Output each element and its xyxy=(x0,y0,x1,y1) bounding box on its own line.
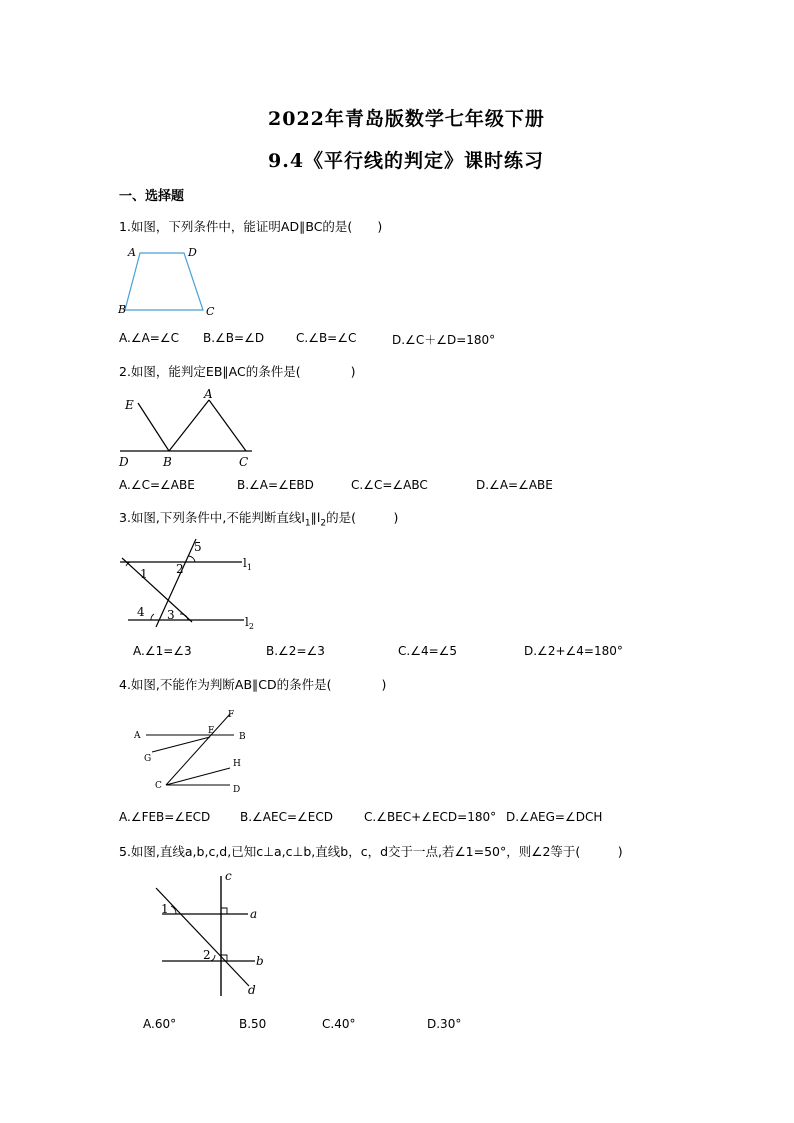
label-F: F xyxy=(228,710,235,720)
label-d: d xyxy=(248,983,256,997)
label-l1: $l_1$ xyxy=(243,556,252,572)
question-4-stem: 4.如图,不能作为判断AB∥CD的条件是( ) xyxy=(119,677,387,692)
question-4-figure xyxy=(130,706,260,796)
label-angle-5: 5 xyxy=(194,540,202,554)
doc-title-line2: 9.4《平行线的判定》课时练习 xyxy=(268,150,545,172)
label-G: G xyxy=(144,754,152,764)
label-c: c xyxy=(225,869,232,883)
label-H: H xyxy=(233,759,241,769)
transversal-2 xyxy=(156,539,196,627)
question-1-option-b[interactable]: B.∠B=∠D xyxy=(203,331,265,345)
question-2-option-a[interactable]: A.∠C=∠ABE xyxy=(119,478,195,492)
right-angle-mark-a xyxy=(221,908,227,914)
trapezoid-abcd xyxy=(125,253,203,310)
label-A: A xyxy=(204,388,213,401)
angle-2-arc xyxy=(211,955,215,961)
label-D: D xyxy=(188,246,197,259)
stem-subscript-2: 2 xyxy=(320,518,327,529)
question-1-option-a[interactable]: A.∠A=∠C xyxy=(119,331,179,345)
question-4-option-d[interactable]: D.∠AEG=∠DCH xyxy=(506,810,603,824)
question-2-figure xyxy=(116,388,256,468)
angle-3-arc xyxy=(180,614,188,620)
label-a: a xyxy=(250,907,258,921)
question-4-option-a[interactable]: A.∠FEB=∠ECD xyxy=(119,810,211,824)
label-angle-3: 3 xyxy=(167,608,175,622)
question-1-stem: 1.如图，下列条件中，能证明AD∥BC的是( ) xyxy=(119,219,383,234)
question-5-option-d[interactable]: D.30° xyxy=(427,1017,462,1031)
question-4-option-b[interactable]: B.∠AEC=∠ECD xyxy=(240,810,333,824)
label-B: B xyxy=(239,732,246,742)
question-3-stem xyxy=(119,508,398,529)
angle-5-arc xyxy=(188,556,195,562)
doc-title-line1: 2022年青岛版数学七年级下册 xyxy=(268,108,545,130)
section-heading: 一、选择题 xyxy=(119,189,185,204)
question-4-option-c[interactable]: C.∠BEC+∠ECD=180° xyxy=(364,810,497,824)
question-2-option-c[interactable]: C.∠C=∠ABC xyxy=(351,478,428,492)
label-B: B xyxy=(163,455,172,468)
question-3-figure xyxy=(116,537,266,632)
question-1-figure xyxy=(118,245,228,317)
label-D: D xyxy=(119,455,129,468)
line-ef xyxy=(166,714,230,785)
label-D: D xyxy=(233,785,241,795)
stem-text-start: 3.如图,下列条件中,不能判断直线l xyxy=(119,510,305,525)
question-3-option-d[interactable]: D.∠2+∠4=180° xyxy=(524,644,623,658)
line-d xyxy=(156,888,249,986)
label-angle-1: 1 xyxy=(161,902,169,916)
question-3-option-a[interactable]: A.∠1=∠3 xyxy=(133,644,192,658)
question-1-option-c[interactable]: C.∠B=∠C xyxy=(296,331,357,345)
line-eg xyxy=(152,737,210,752)
question-5-option-b[interactable]: B.50 xyxy=(239,1017,267,1031)
label-l2: $l_2$ xyxy=(245,615,254,631)
segment-eb xyxy=(138,403,169,451)
label-B: B xyxy=(118,303,127,316)
question-2-option-d[interactable]: D.∠A=∠ABE xyxy=(476,478,553,492)
label-E: E xyxy=(208,726,215,736)
label-angle-1: 1 xyxy=(140,567,148,581)
line-ch xyxy=(166,768,230,785)
angle-1-arc xyxy=(171,906,176,914)
label-angle-4: 4 xyxy=(137,605,145,619)
label-A: A xyxy=(128,246,136,259)
stem-text-mid: ∥l xyxy=(310,510,321,525)
question-5-option-c[interactable]: C.40° xyxy=(322,1017,356,1031)
label-E: E xyxy=(125,398,134,412)
label-b: b xyxy=(256,954,264,968)
label-angle-2: 2 xyxy=(176,562,184,576)
label-C: C xyxy=(239,455,249,468)
stem-text-end: 的是( ) xyxy=(326,510,399,525)
question-2-stem: 2.如图，能判定EB∥AC的条件是( ) xyxy=(119,364,356,379)
label-C: C xyxy=(155,781,162,791)
label-C: C xyxy=(206,305,215,317)
question-1-option-d[interactable]: D.∠C＋∠D=180° xyxy=(392,333,496,347)
segment-ac xyxy=(209,400,246,451)
stem-subscript-1: 1 xyxy=(304,518,311,529)
question-5-stem: 5.如图,直线a,b,c,d,已知c⊥a,c⊥b,直线b，c，d交于一点,若∠1=50°，则∠2等于( ) xyxy=(119,844,623,859)
question-5-figure xyxy=(148,868,278,998)
segment-ba xyxy=(169,400,209,451)
label-angle-2: 2 xyxy=(203,948,211,962)
angle-4-arc xyxy=(151,614,154,620)
question-5-option-a[interactable]: A.60° xyxy=(143,1017,177,1031)
label-A: A xyxy=(134,731,141,741)
question-3-option-c[interactable]: C.∠4=∠5 xyxy=(398,644,458,658)
question-2-option-b[interactable]: B.∠A=∠EBD xyxy=(237,478,314,492)
question-3-option-b[interactable]: B.∠2=∠3 xyxy=(266,644,325,658)
